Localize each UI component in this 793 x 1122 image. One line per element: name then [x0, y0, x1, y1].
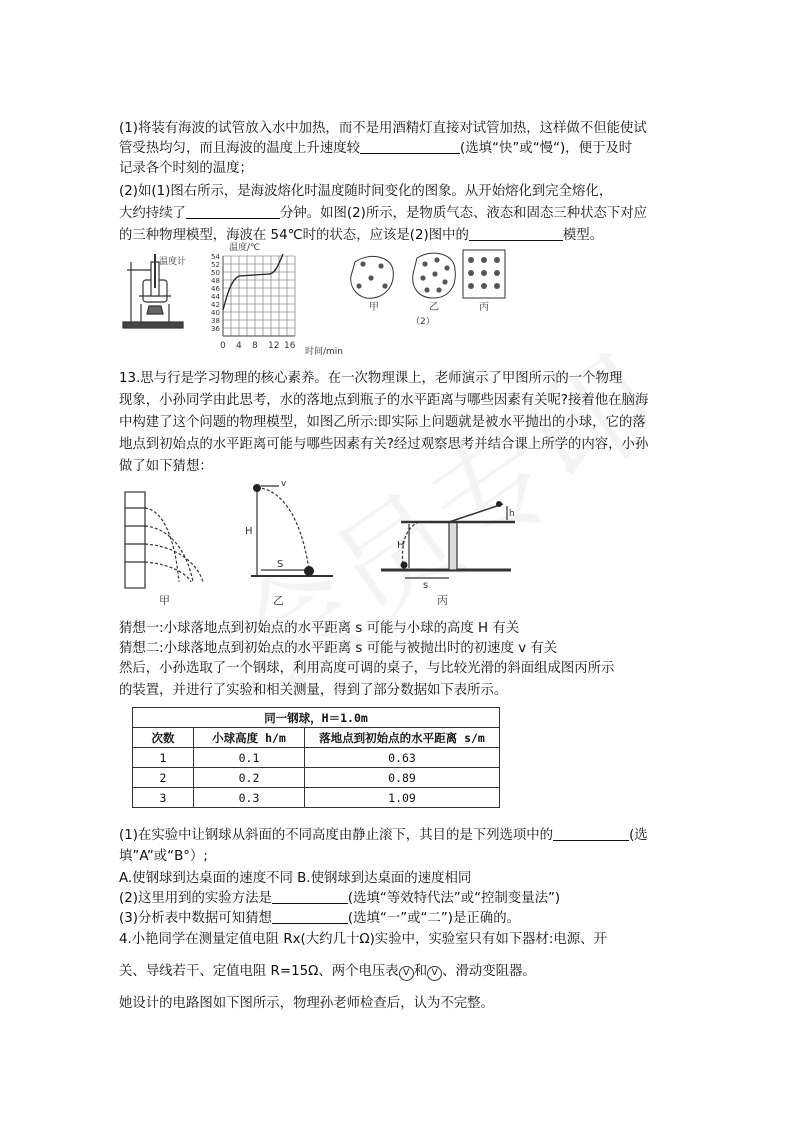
guess-1: 猜想一:小球落地点到初始点的水平距离 s 可能与小球的高度 H 有关 — [119, 621, 520, 636]
q13-text: (3)分析表中数据可知猜想 — [119, 911, 272, 926]
table-height-H: H — [397, 540, 405, 551]
table-header: 次数 — [133, 728, 194, 748]
ball-start — [253, 484, 261, 492]
q4-line-2 — [119, 962, 536, 982]
q12-line-3: 记录各个时刻的温度； — [119, 161, 253, 176]
bottle-jets — [125, 492, 203, 588]
y-tick-label: 42 — [211, 301, 220, 309]
table-row — [133, 768, 500, 788]
model-label-jia: 甲 — [369, 302, 379, 313]
q12-text: 管受热均匀，而且海波的温度上升速度较 — [119, 141, 361, 156]
q13-options: A.使钢球到达桌面的速度不同 B.使钢球到达桌面的速度相同 — [119, 871, 472, 886]
q13-part2 — [119, 889, 560, 909]
answer-blank-minutes[interactable] — [186, 204, 280, 219]
table-cell: 1 — [133, 748, 194, 768]
q4-text: 、滑动变阻器。 — [442, 964, 536, 979]
fig13-label-bing: 丙 — [437, 594, 448, 607]
q13-line-4: 地点到初始点的水平距离可能与哪些因素有关?经过观察思考并结合课上所学的内容，小孙 — [119, 437, 649, 452]
table-caption: 同一钢球，H＝1.0m — [133, 708, 500, 728]
figure-q13-drawing — [119, 478, 519, 610]
x-ticks — [220, 341, 296, 351]
guess-2: 猜想二:小球落地点到初始点的水平距离 s 可能与被抛出时的初速度 v 有关 — [119, 641, 558, 656]
q13-part1-b: 填”A”或“B°）; — [119, 849, 208, 864]
q13-text: (选填“一”或“二”)是正确的。 — [347, 911, 520, 926]
table-cell: 2 — [133, 768, 194, 788]
table-header: 落地点到初始点的水平距离 s/m — [305, 728, 500, 748]
model-label-yi: 乙 — [429, 302, 439, 313]
y-tick-label: 50 — [211, 269, 220, 277]
table-row — [133, 748, 500, 768]
y-tick-label: 52 — [211, 261, 220, 269]
table-header: 小球高度 h/m — [194, 728, 305, 748]
velocity-label-v: v — [281, 479, 287, 489]
projectile-model — [251, 486, 333, 576]
table-row — [133, 788, 500, 808]
thermometer-label: 温度计 — [159, 257, 187, 267]
q13-part3 — [119, 909, 520, 929]
fig13-label-jia: 甲 — [159, 594, 170, 607]
table-cell: 0.63 — [305, 748, 500, 768]
distance-label-S: S — [277, 559, 284, 570]
figure-q12 — [119, 240, 519, 358]
q13-part1 — [119, 826, 648, 846]
model-caption: （2） — [411, 317, 435, 327]
y-tick-label: 36 — [211, 325, 220, 333]
q4-line-3: 她设计的电路图如下图所示，物理孙老师检查后，认为不完整。 — [119, 996, 494, 1011]
melting-curve — [223, 254, 283, 310]
voltmeter-1-icon: V — [399, 966, 414, 981]
q13-text: (1)在实验中让钢球从斜面的不同高度由静止滚下，其目的是下列选项中的 — [119, 828, 554, 843]
figure-q12-drawing — [119, 240, 519, 358]
q4-text: 和 — [413, 964, 428, 979]
table-cell: 0.3 — [194, 788, 305, 808]
voltmeter-2-icon: V — [427, 966, 442, 981]
y-tick-label: 40 — [211, 309, 220, 317]
table-cell: 0.1 — [194, 748, 305, 768]
q13-line-1: 13.思与行是学习物理的核心素养。在一次物理课上，老师演示了甲图所示的一个物理 — [119, 371, 623, 386]
table-cell: 0.89 — [305, 768, 500, 788]
q13-line-2: 现象，小孙同学由此思考，水的落地点到瓶子的水平距离与哪些因素有关呢?接着他在脑海 — [119, 393, 649, 408]
y-tick-label: 38 — [211, 317, 220, 325]
q13-setup-1: 然后，小孙选取了一个钢球，利用高度可调的桌子，与比较光滑的斜面组成图丙所示 — [119, 661, 615, 676]
x-tick-label: 8 — [252, 341, 258, 351]
q12-text: 大约持续了 — [119, 206, 186, 221]
table-cell: 1.09 — [305, 788, 500, 808]
q12-text: 模型。 — [562, 228, 604, 243]
height-label-H: H — [245, 526, 253, 537]
ball-landing — [304, 566, 314, 576]
answer-blank-method[interactable] — [272, 889, 348, 904]
landing-ball — [401, 562, 408, 569]
y-tick-label: 54 — [211, 253, 220, 261]
y-tick-label: 48 — [211, 277, 220, 285]
q13-text: (2)这里用到的实验方法是 — [119, 891, 272, 906]
q13-line-5: 做了如下猜想： — [119, 459, 213, 474]
y-tick-label: 46 — [211, 285, 220, 293]
data-table — [132, 707, 500, 808]
gas-particles — [356, 261, 387, 288]
q4-text: 关、导线若干、定值电阻 R=15Ω、两个电压表 — [119, 964, 399, 979]
ramp-ball — [496, 501, 502, 507]
x-tick-label: 12 — [268, 341, 280, 351]
table-cell: 0.2 — [194, 768, 305, 788]
y-tick-label: 44 — [211, 293, 220, 301]
x-tick-label: 0 — [220, 341, 226, 351]
x-axis-label: 时间/min — [305, 347, 344, 357]
q12-text: 的三种物理模型，海波在 54℃时的状态，应该是(2)图中的 — [119, 228, 469, 243]
q12-line-2 — [119, 139, 632, 159]
answer-blank-option[interactable] — [553, 826, 629, 841]
q12-line-1: (1)将装有海波的试管放入水中加热，而不是用酒精灯直接对试管加热，这样做不但能使试 — [119, 121, 647, 136]
q13-text: (选 — [629, 828, 648, 843]
q12-line-5 — [119, 204, 647, 224]
y-ticks — [211, 253, 220, 333]
x-tick-label: 4 — [236, 341, 242, 351]
solid-particles — [468, 257, 500, 289]
fig13-label-yi: 乙 — [273, 594, 284, 607]
q13-line-3: 中构建了这个问题的物理模型，如图乙所示:即实际上问题就是被水平抛出的小球，它的落 — [119, 415, 646, 430]
q13-text: (选填“等效特代法”或“控制变量法”) — [347, 891, 561, 906]
ramp-height-h: h — [509, 509, 515, 519]
liquid-particles — [420, 257, 449, 292]
table-cell: 3 — [133, 788, 194, 808]
q12-text: 分钟。如图(2)所示，是物质气态、液态和固态三种状态下对应 — [279, 206, 648, 221]
answer-blank-guess[interactable] — [272, 909, 348, 924]
table-distance-s: s — [423, 580, 429, 591]
q12-text: (选填“快”或“慢“)，便于及时 — [460, 141, 633, 156]
q4-line-1: 4.小艳同学在测量定值电阻 Rx(大约几十Ω)实验中，实验室只有如下器材:电源、开 — [119, 932, 607, 947]
temperature-grid — [223, 256, 295, 336]
answer-blank-model[interactable] — [469, 226, 563, 241]
y-axis-label: 温度/℃ — [229, 243, 261, 253]
model-label-bing: 丙 — [479, 302, 489, 313]
q12-line-4: (2)如(1)图右所示，是海波熔化时温度随时间变化的图象。从开始熔化到完全熔化， — [119, 184, 613, 199]
answer-blank-speed[interactable] — [360, 139, 460, 154]
x-tick-label: 16 — [284, 341, 296, 351]
figure-q13 — [119, 478, 519, 610]
q13-setup-2: 的装置，并进行了实验和相关测量，得到了部分数据如下表所示。 — [119, 683, 508, 698]
